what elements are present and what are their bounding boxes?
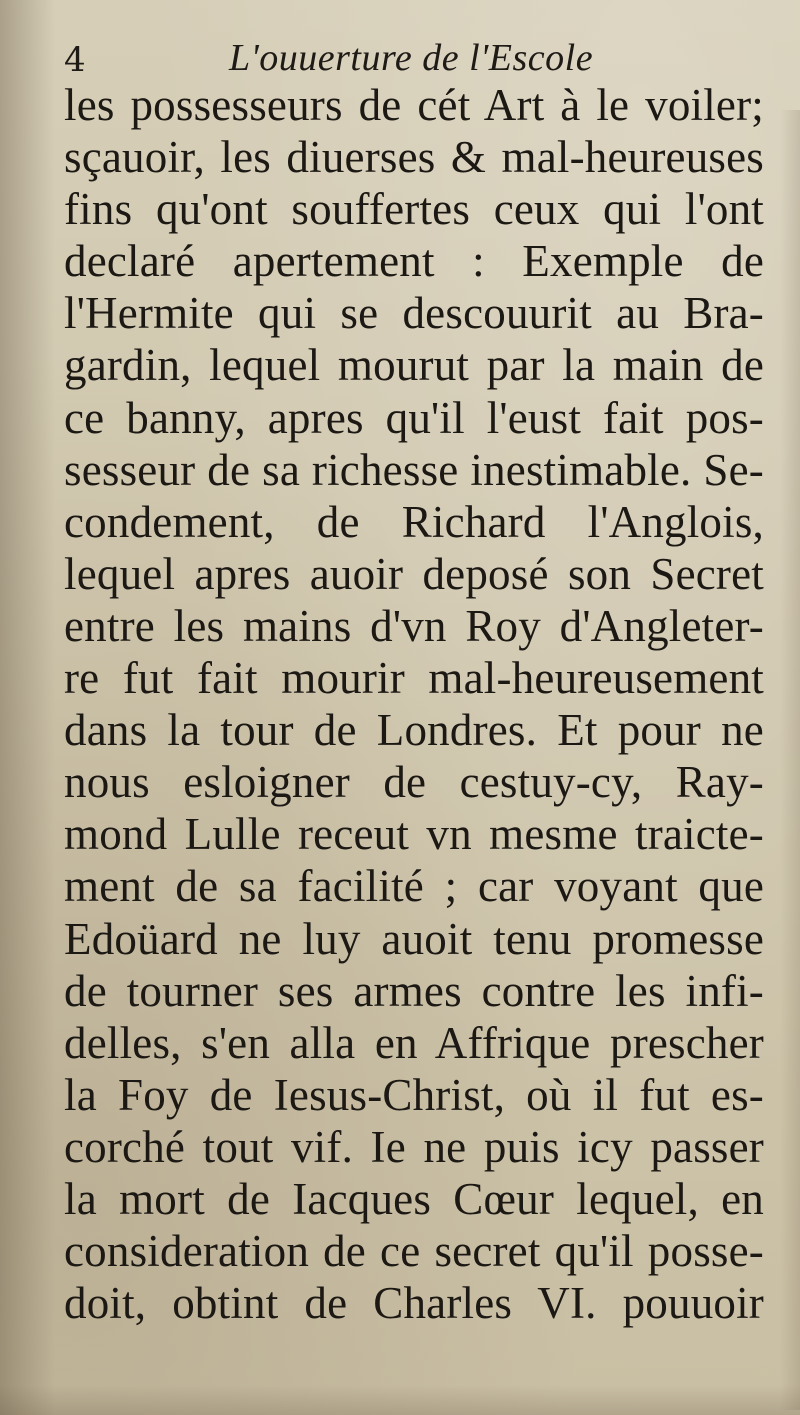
text-line: Edoüard ne luy auoit tenu promesse <box>64 913 764 964</box>
text-line: de tourner ses armes contre les infi- <box>64 965 764 1016</box>
text-line: delles, s'en alla en Affrique prescher <box>64 1017 764 1068</box>
text-line: fins qu'ont souffertes ceux qui l'ont <box>64 184 764 235</box>
text-line: re fut fait mourir mal-heureusement <box>64 653 764 704</box>
text-line: entre les mains d'vn Roy d'Angleter- <box>64 600 764 651</box>
text-line: lequel apres auoir deposé son Secret <box>64 548 764 599</box>
page-edge-shade <box>780 110 800 1410</box>
text-line: consideration de ce secret qu'il posse- <box>64 1226 764 1277</box>
text-line: ce banny, apres qu'il l'eust fait pos- <box>64 392 764 443</box>
text-line: l'Hermite qui se descouurit au Bra- <box>64 288 764 339</box>
text-line: la Foy de Iesus-Christ, où il fut es- <box>64 1069 764 1120</box>
text-line: sesseur de sa richesse inestimable. Se- <box>64 444 764 495</box>
text-line: gardin, lequel mourut par la main de <box>64 340 764 391</box>
text-line: declaré apertement : Exemple de <box>64 236 764 287</box>
gutter-shadow <box>0 0 55 1415</box>
text-line: mond Lulle receut vn mesme traicte- <box>64 809 764 860</box>
text-line: ment de sa facilité ; car voyant que <box>64 861 764 912</box>
text-line: les possesseurs de cét Art à le voiler; <box>64 80 764 130</box>
text-line: la mort de Iacques Cœur lequel, en <box>64 1173 764 1224</box>
text-line: condement, de Richard l'Anglois, <box>64 496 764 547</box>
page-number: 4 <box>64 40 86 80</box>
text-line: corché tout vif. Ie ne puis icy passer <box>64 1121 764 1172</box>
running-head: L'ouuerture de l'Escole <box>229 37 594 79</box>
text-line: nous esloigner de cestuy-cy, Ray- <box>64 757 764 808</box>
text-line: sçauoir, les diuerses & mal-heureuses <box>64 132 764 183</box>
text-line: doit, obtint de Charles VI. pouuoir <box>64 1278 764 1329</box>
text-line: dans la tour de Londres. Et pour ne <box>64 705 764 756</box>
bottom-shade <box>0 1385 800 1415</box>
body-text <box>64 79 764 1329</box>
